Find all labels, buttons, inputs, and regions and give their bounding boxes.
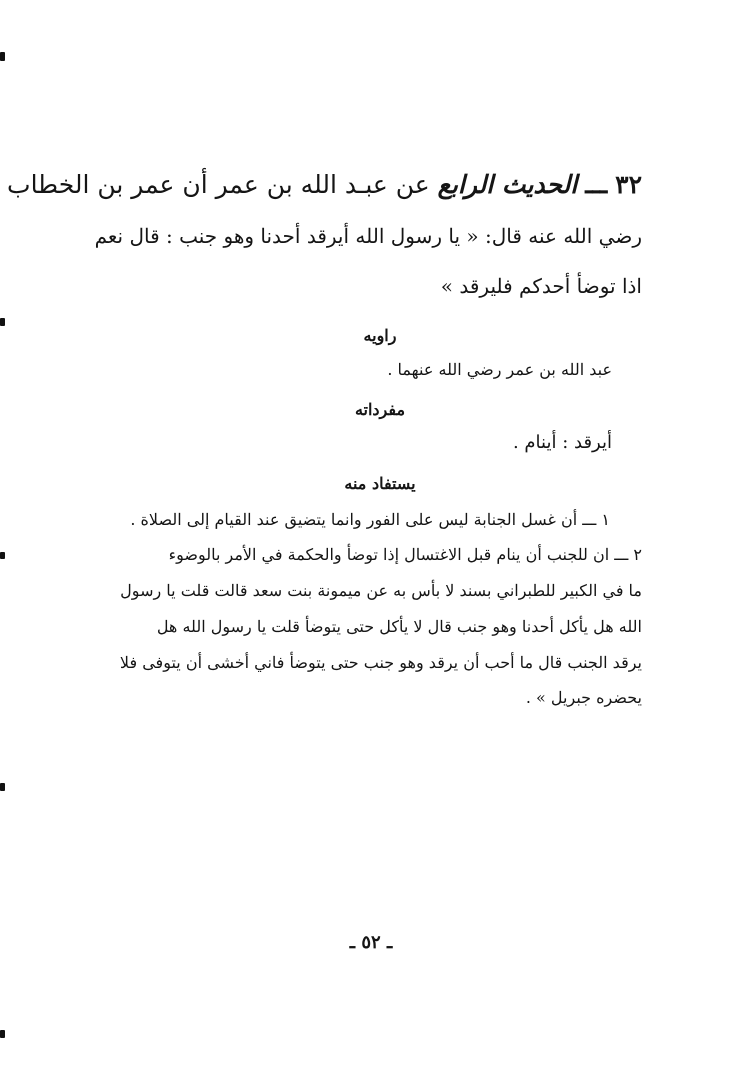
hadith-text-line-1: عن عبـد الله بن عمر أن عمر بن الخطاب	[7, 170, 430, 199]
narrator-text: عبد الله بن عمر رضي الله عنهما .	[387, 360, 612, 379]
scan-edge-mark	[0, 1030, 5, 1038]
hadith-line-2: رضي الله عنه قال: « يا رسول الله أيرقد أحدنا وهو جنب : قال نعم	[94, 224, 642, 248]
lesson-item-2-line-2: ما في الكبير للطبراني بسند لا بأس به عن ميمونة بنت سعد قالت قلت يا رسول	[120, 581, 642, 600]
hadith-line-3: اذا توضأ أحدكم فليرقد »	[440, 274, 642, 298]
lesson-item-2-line-3: الله هل يأكل أحدنا وهو جنب قال لا يأكل حتى يتوضأ قلت يا رسول الله هل	[156, 617, 642, 636]
lesson-item-2-line-4: يرقد الجنب قال ما أحب أن يرقد وهو جنب حتى يتوضأ فاني أخشى أن يتوفى فلا	[119, 653, 642, 672]
scan-edge-mark	[0, 52, 5, 61]
scan-edge-mark	[0, 318, 5, 326]
lesson-item-2-line-5: يحضره جبريل » .	[525, 688, 642, 707]
page-number: ـ ٥٢ ـ	[349, 932, 393, 953]
lessons-heading: يستفاد منه	[344, 474, 416, 493]
lesson-item-1: ١ ـــ أن غسل الجنابة ليس على الفور وانما يتضيق عند القيام إلى الصلاة .	[130, 510, 610, 529]
scan-edge-mark	[0, 552, 5, 559]
scan-edge-mark	[0, 783, 5, 791]
lesson-item-2-line-1: ٢ ـــ ان للجنب أن ينام قبل الاغتسال إذا توضأ والحكمة في الأمر بالوضوء	[168, 545, 642, 564]
vocabulary-text: أيرقد : أينام .	[512, 432, 612, 453]
hadith-dash: ـــ	[585, 170, 608, 199]
hadith-label: الحديث الرابع	[437, 170, 578, 199]
vocabulary-heading: مفرداته	[354, 400, 406, 419]
hadith-number: ٣٢	[615, 170, 642, 199]
hadith-line-1	[7, 170, 642, 199]
narrator-heading: راويه	[363, 326, 397, 345]
